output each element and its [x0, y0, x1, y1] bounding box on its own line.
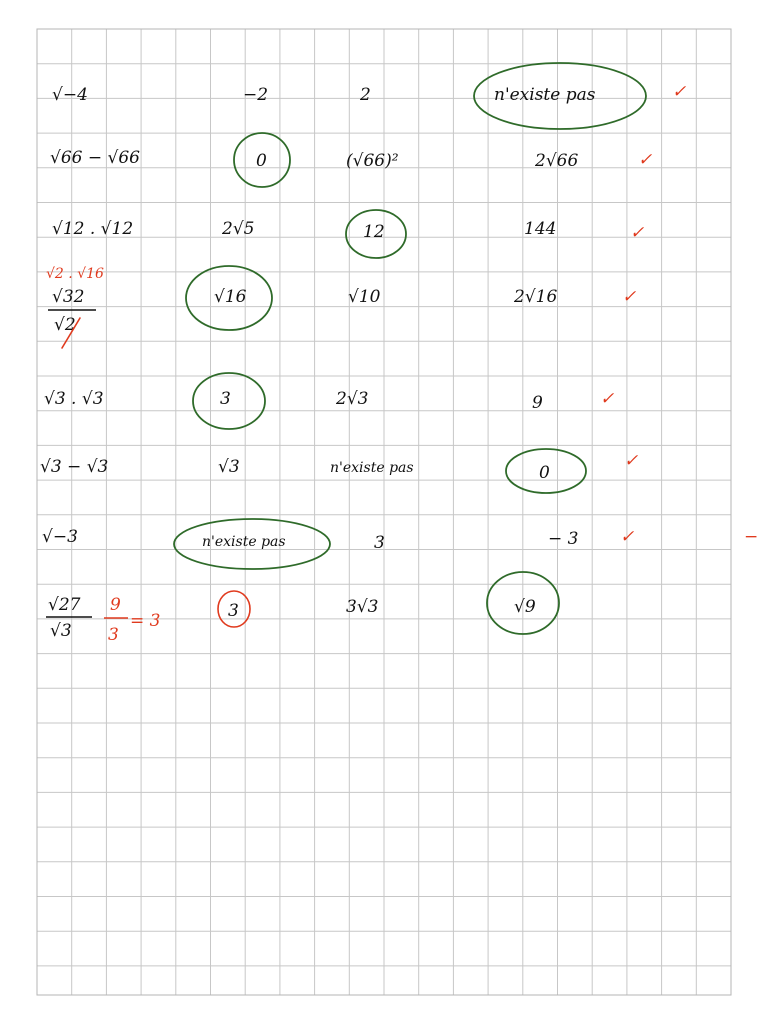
choice-a: n'existe pas [202, 534, 286, 550]
choice-b: (√66)² [346, 151, 399, 171]
check-mark: ✓ [630, 223, 645, 243]
choice-a: √3 [218, 457, 240, 477]
choice-b: √10 [348, 287, 381, 307]
choice-c: 144 [524, 219, 557, 239]
expression-denominator: √2 [54, 315, 76, 335]
row-6 [40, 449, 638, 493]
choice-c: − 3 [548, 529, 579, 549]
check-mark: ✓ [622, 287, 637, 307]
expression: √−3 [42, 527, 78, 547]
choice-c: 0 [539, 463, 550, 483]
row-8 [46, 572, 559, 645]
choice-b: 12 [363, 222, 385, 242]
expression: √3 . √3 [44, 389, 104, 409]
expression-denominator: √3 [50, 621, 72, 641]
correction-note: √2 . √16 [46, 266, 104, 282]
expression-numerator: √27 [48, 595, 81, 615]
margin-mark: − [744, 527, 759, 547]
expression: √12 . √12 [52, 219, 134, 239]
expression-numerator: √32 [52, 287, 85, 307]
choice-a: −2 [243, 85, 269, 105]
correction-denominator: 3 [108, 625, 119, 645]
correction-numerator: 9 [110, 595, 121, 615]
choice-b: n'existe pas [330, 460, 414, 476]
choice-c: n'existe pas [494, 85, 596, 105]
choice-a: 0 [256, 151, 267, 171]
correction-result: = 3 [130, 611, 161, 631]
row-2 [50, 133, 652, 187]
choice-c: √9 [514, 597, 536, 617]
expression: √66 − √66 [50, 148, 140, 168]
expression: √−4 [52, 85, 88, 105]
choice-a: 3 [220, 389, 231, 409]
check-mark: ✓ [600, 389, 615, 409]
choice-c: 2√66 [535, 151, 579, 171]
check-mark: ✓ [638, 150, 653, 170]
choice-b: 3 [374, 533, 385, 553]
choice-a: 3 [228, 601, 239, 621]
choice-a: √16 [214, 287, 247, 307]
row-1 [52, 63, 686, 129]
check-mark: ✓ [620, 527, 635, 547]
check-mark: ✓ [624, 451, 639, 471]
choice-a: 2√5 [222, 219, 255, 239]
choice-c: 2√16 [514, 287, 558, 307]
choice-b: 3√3 [346, 597, 379, 617]
row-7 [42, 519, 634, 569]
choice-b: 2√3 [336, 389, 369, 409]
expression: √3 − √3 [40, 457, 109, 477]
choice-b: 2 [360, 85, 371, 105]
row-5 [44, 373, 614, 429]
check-mark: ✓ [672, 82, 687, 102]
choice-c: 9 [532, 393, 543, 413]
grid [37, 29, 731, 995]
